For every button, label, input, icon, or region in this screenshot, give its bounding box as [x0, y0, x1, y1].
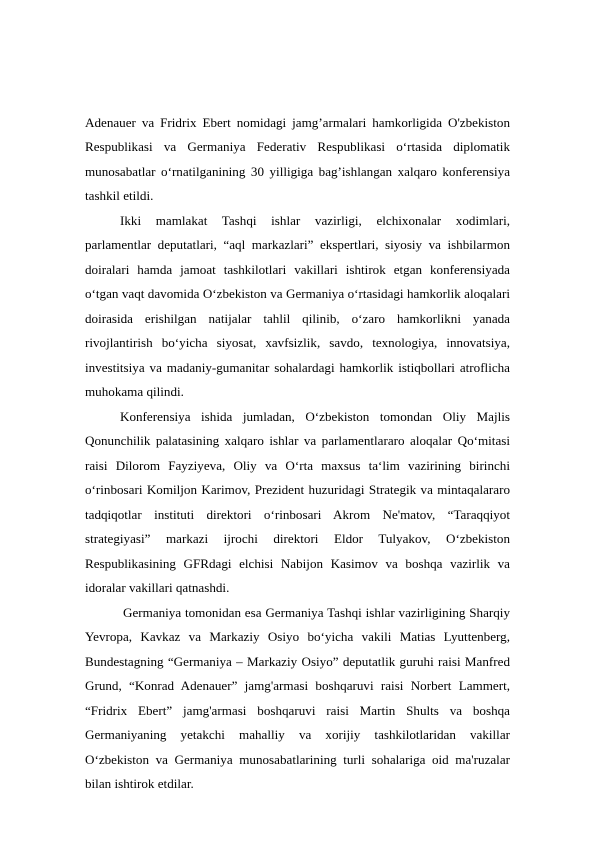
paragraph-participants-discussion: Ikki mamlakat Tashqi ishlar vazirligi, elchixonalar xodimlari, parlamentlar deputatlari, “aql markazlari” ekspertlari, siyosiy va ishbilarmon doiralari hamda jamoat tashkilotlari vakillari ishtirok etgan konferensiyada o‘tgan vaqt davomida O‘zbekiston va Germaniya o‘rtasidagi hamkorlik aloqalari doirasida erishilgan natijalar tahlil qilinib, o‘zaro hamkorlikni yanada rivojlantirish bo‘yicha siyosat, xavfsizlik, savdo, texnologiya, innovatsiya, investitsiya va madaniy-gumanitar sohalardagi hamkorlik istiqbollari atroflicha muhokama qilindi.: [85, 212, 510, 399]
paragraph-german-delegation: Germaniya tomonidan esa Germaniya Tashqi ishlar vazirligining Sharqiy Yevropa, Kavkaz va Markaziy Osiyo bo‘yicha vakili Matias Lyuttenberg, Bundestagning “Germaniya – Markaziy Osiyo” deputatlik guruhi raisi Manfred Grund, “Konrad Adenauer” jamg'armasi boshqaruvi raisi Norbert Lammert, “Fridrix Ebert” jamg'armasi boshqaruvi raisi Martin Shults va boshqa Germaniyaning yetakchi mahalliy va xorijiy tashkilotlaridan vakillar O‘zbekiston va Germaniya munosabatlarining turli sohalariga oid ma'ruzalar bilan ishtirok etdilar.: [85, 604, 510, 791]
paragraph-uzbek-delegation: Konferensiya ishida jumladan, O‘zbekiston tomondan Oliy Majlis Qonunchilik palatasining xalqaro ishlar va parlamentlararo aloqalar Qo‘mitasi raisi Dilorom Fayziyeva, Oliy va O‘rta maxsus ta‘lim vazirining birinchi o‘rinbosari Komiljon Karimov, Prezident huzuridagi Strategik va mintaqalararo tadqiqotlar instituti direktori o‘rinbosari Akrom Ne'matov, “Taraqqiyot strategiyasi” markazi ijrochi direktori Eldor Tulyakov, O‘zbekiston Respublikasining GFRdagi elchisi Nabijon Kasimov va boshqa vazirlik va idoralar vakillari qatnashdi.: [85, 408, 510, 595]
paragraph-conference-intro: Adenauer va Fridrix Ebert nomidagi jamg’armalari hamkorligida O'zbekiston Respublikasi va Germaniya Federativ Respublikasi o‘rtasida diplomatik munosabatlar o‘rnatilganining 30 yilligiga bag’ishlangan xalqaro konferensiya tashkil etildi.: [85, 114, 510, 203]
document-body: [85, 111, 510, 797]
